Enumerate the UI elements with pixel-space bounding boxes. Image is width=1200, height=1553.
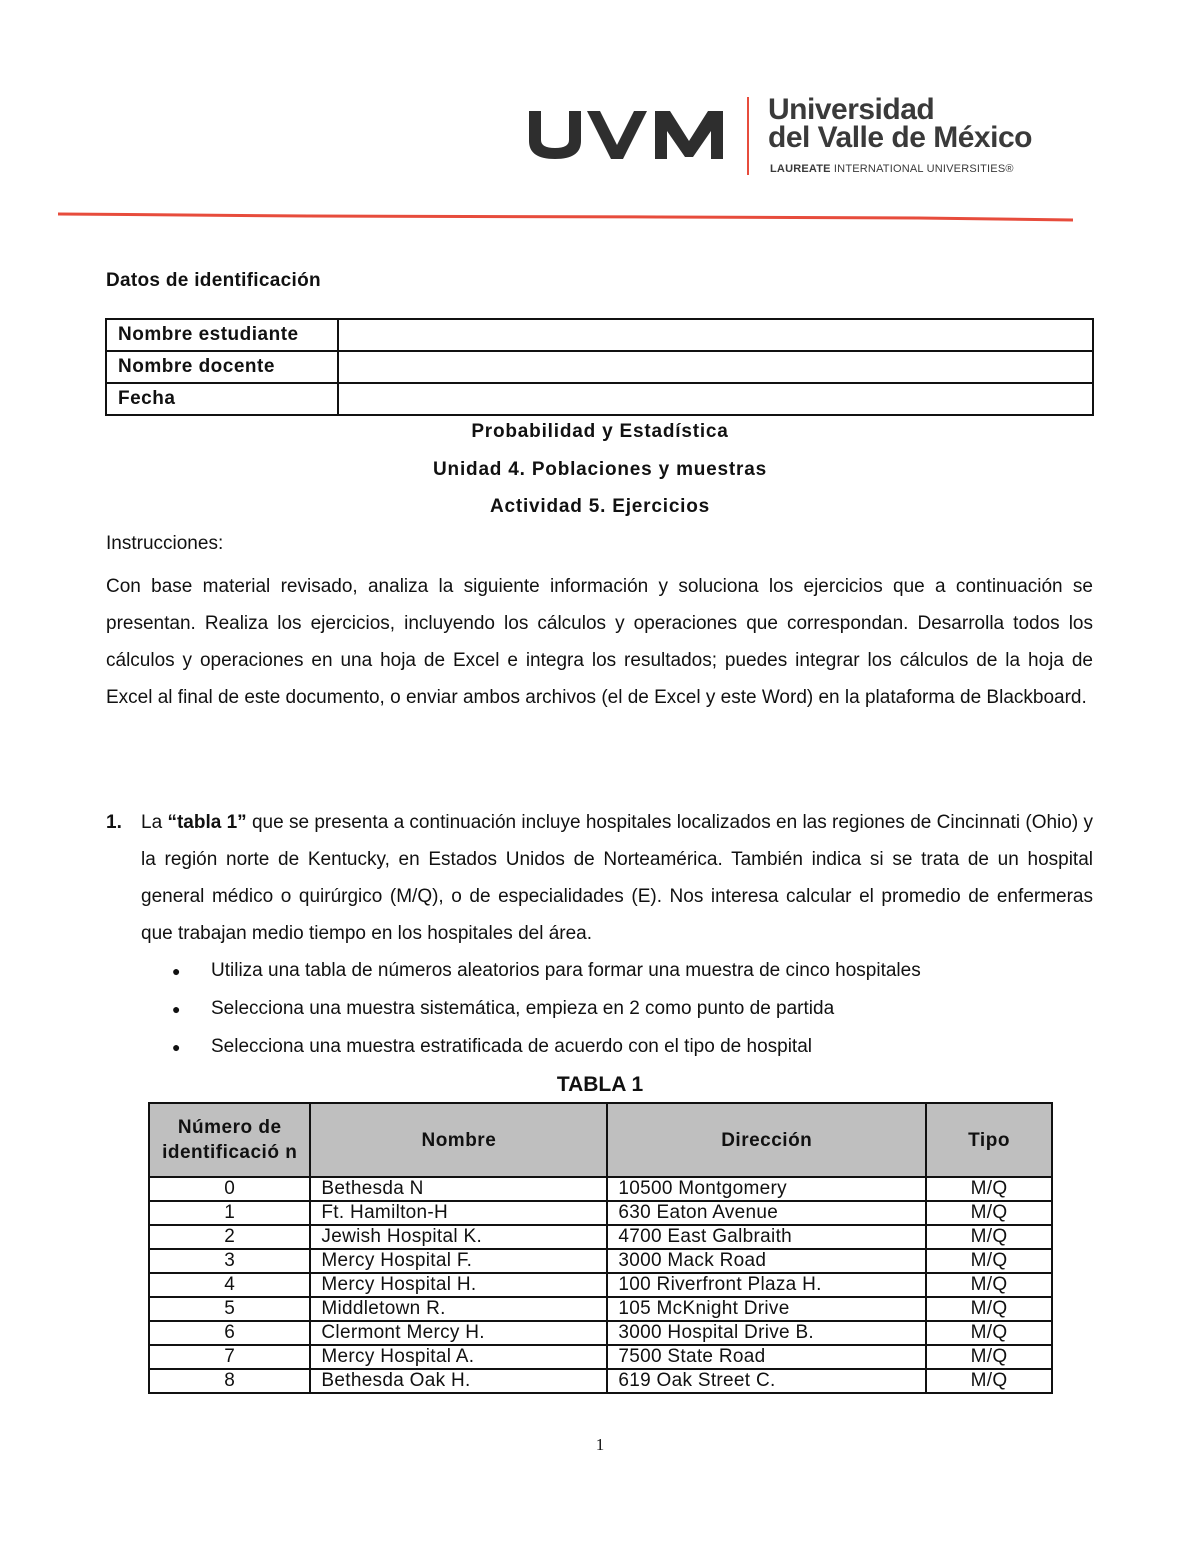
uvm-logo-mark-icon <box>525 107 730 163</box>
cell-type: M/Q <box>926 1273 1052 1297</box>
cell-address: 3000 Hospital Drive B. <box>607 1321 926 1345</box>
cell-address: 4700 East Galbraith <box>607 1225 926 1249</box>
bullet-text: Selecciona una muestra estratificada de acuerdo con el tipo de hospital <box>211 1036 812 1057</box>
id-label-date: Fecha <box>106 383 338 415</box>
cell-address: 10500 Montgomery <box>607 1177 926 1201</box>
cell-id: 6 <box>149 1321 310 1345</box>
logo-university-line1: Universidad <box>768 93 935 126</box>
id-row-teacher <box>106 351 1093 383</box>
question-1-bullet-list <box>172 952 921 1066</box>
bullet-icon: ● <box>172 1001 181 1017</box>
header-address: Dirección <box>607 1103 926 1177</box>
bullet-text: Utiliza una tabla de números aleatorios para formar una muestra de cinco hospitales <box>211 960 921 981</box>
header-name: Nombre <box>310 1103 607 1177</box>
table-row <box>149 1177 1052 1201</box>
list-item <box>172 1028 921 1066</box>
cell-address: 3000 Mack Road <box>607 1249 926 1273</box>
section-title-identification: Datos de identificación <box>106 270 321 291</box>
cell-type: M/Q <box>926 1177 1052 1201</box>
table-row <box>149 1249 1052 1273</box>
cell-id: 2 <box>149 1225 310 1249</box>
question-1-pre: La <box>141 812 168 833</box>
cell-type: M/Q <box>926 1345 1052 1369</box>
bullet-icon: ● <box>172 963 181 979</box>
logo-divider <box>747 97 749 175</box>
table-row <box>149 1369 1052 1393</box>
cell-type: M/Q <box>926 1369 1052 1393</box>
cell-address: 100 Riverfront Plaza H. <box>607 1273 926 1297</box>
page-number: 1 <box>595 1435 605 1454</box>
logo-laureate-rest: INTERNATIONAL UNIVERSITIES® <box>830 163 1014 175</box>
hospitals-table <box>148 1102 1053 1394</box>
identification-table <box>105 318 1094 416</box>
id-label-teacher: Nombre docente <box>106 351 338 383</box>
cell-name: Mercy Hospital A. <box>310 1345 607 1369</box>
id-value-student[interactable] <box>338 319 1093 351</box>
cell-type: M/Q <box>926 1201 1052 1225</box>
table-1-title: TABLA 1 <box>556 1073 644 1096</box>
cell-name: Mercy Hospital F. <box>310 1249 607 1273</box>
question-1-text <box>141 804 1093 952</box>
id-label-student: Nombre estudiante <box>106 319 338 351</box>
cell-address: 630 Eaton Avenue <box>607 1201 926 1225</box>
cell-type: M/Q <box>926 1297 1052 1321</box>
cell-address: 619 Oak Street C. <box>607 1369 926 1393</box>
cell-type: M/Q <box>926 1249 1052 1273</box>
cell-name: Clermont Mercy H. <box>310 1321 607 1345</box>
cell-id: 8 <box>149 1369 310 1393</box>
table-row <box>149 1297 1052 1321</box>
table-row <box>149 1321 1052 1345</box>
unit-title: Unidad 4. Poblaciones y muestras <box>433 459 767 480</box>
table-row <box>149 1225 1052 1249</box>
id-value-teacher[interactable] <box>338 351 1093 383</box>
cell-name: Mercy Hospital H. <box>310 1273 607 1297</box>
logo-university-line2: del Valle de México <box>768 121 1032 154</box>
table-row <box>149 1273 1052 1297</box>
header-red-rule <box>58 210 1073 224</box>
cell-name: Bethesda Oak H. <box>310 1369 607 1393</box>
cell-id: 1 <box>149 1201 310 1225</box>
activity-title: Actividad 5. Ejercicios <box>489 496 711 517</box>
bullet-text: Selecciona una muestra sistemática, empieza en 2 como punto de partida <box>211 998 835 1019</box>
id-row-student <box>106 319 1093 351</box>
table-row <box>149 1345 1052 1369</box>
logo-laureate-line <box>770 163 1014 175</box>
cell-id: 7 <box>149 1345 310 1369</box>
cell-id: 3 <box>149 1249 310 1273</box>
question-1-number: 1. <box>106 812 122 833</box>
cell-address: 7500 State Road <box>607 1345 926 1369</box>
cell-id: 4 <box>149 1273 310 1297</box>
table-header-row <box>149 1103 1052 1177</box>
cell-name: Bethesda N <box>310 1177 607 1201</box>
uvm-logo <box>525 95 1045 185</box>
header-type: Tipo <box>926 1103 1052 1177</box>
instructions-paragraph: Con base material revisado, analiza la siguiente información y soluciona los ejercicios que a continuación se presentan. Realiza los ejercicios, incluyendo los cálculos y operaciones que correspondan. Desarrolla todos los cálculos y operaciones en una hoja de Excel e integra los resultados; puedes integrar los cálculos de la hoja de Excel al final de este documento, o enviar ambos archivos (el de Excel y este Word) en la plataforma de Blackboard. <box>106 576 1093 708</box>
cell-type: M/Q <box>926 1321 1052 1345</box>
list-item <box>172 952 921 990</box>
question-1-bold: “tabla 1” <box>167 812 247 833</box>
header-id: Número de identificació n <box>149 1103 310 1177</box>
cell-id: 0 <box>149 1177 310 1201</box>
table-row <box>149 1201 1052 1225</box>
cell-name: Middletown R. <box>310 1297 607 1321</box>
cell-address: 105 McKnight Drive <box>607 1297 926 1321</box>
cell-id: 5 <box>149 1297 310 1321</box>
question-1-post: que se presenta a continuación incluye hospitales localizados en las regiones de Cincinnati (Ohio) y la región norte de Kentucky, en Estados Unidos de Norteamérica. También indica si se trata de un hospital general médico o quirúrgico (M/Q), o de especialidades (E). Nos interesa calcular el promedio de enfermeras que trabajan medio tiempo en los hospitales del área. <box>141 812 1093 944</box>
id-value-date[interactable] <box>338 383 1093 415</box>
logo-laureate-bold: LAUREATE <box>770 163 831 175</box>
id-row-date <box>106 383 1093 415</box>
bullet-icon: ● <box>172 1039 181 1055</box>
list-item <box>172 990 921 1028</box>
cell-name: Ft. Hamilton-H <box>310 1201 607 1225</box>
cell-name: Jewish Hospital K. <box>310 1225 607 1249</box>
instructions-label: Instrucciones: <box>106 533 224 554</box>
cell-type: M/Q <box>926 1225 1052 1249</box>
course-title: Probabilidad y Estadística <box>471 421 729 442</box>
